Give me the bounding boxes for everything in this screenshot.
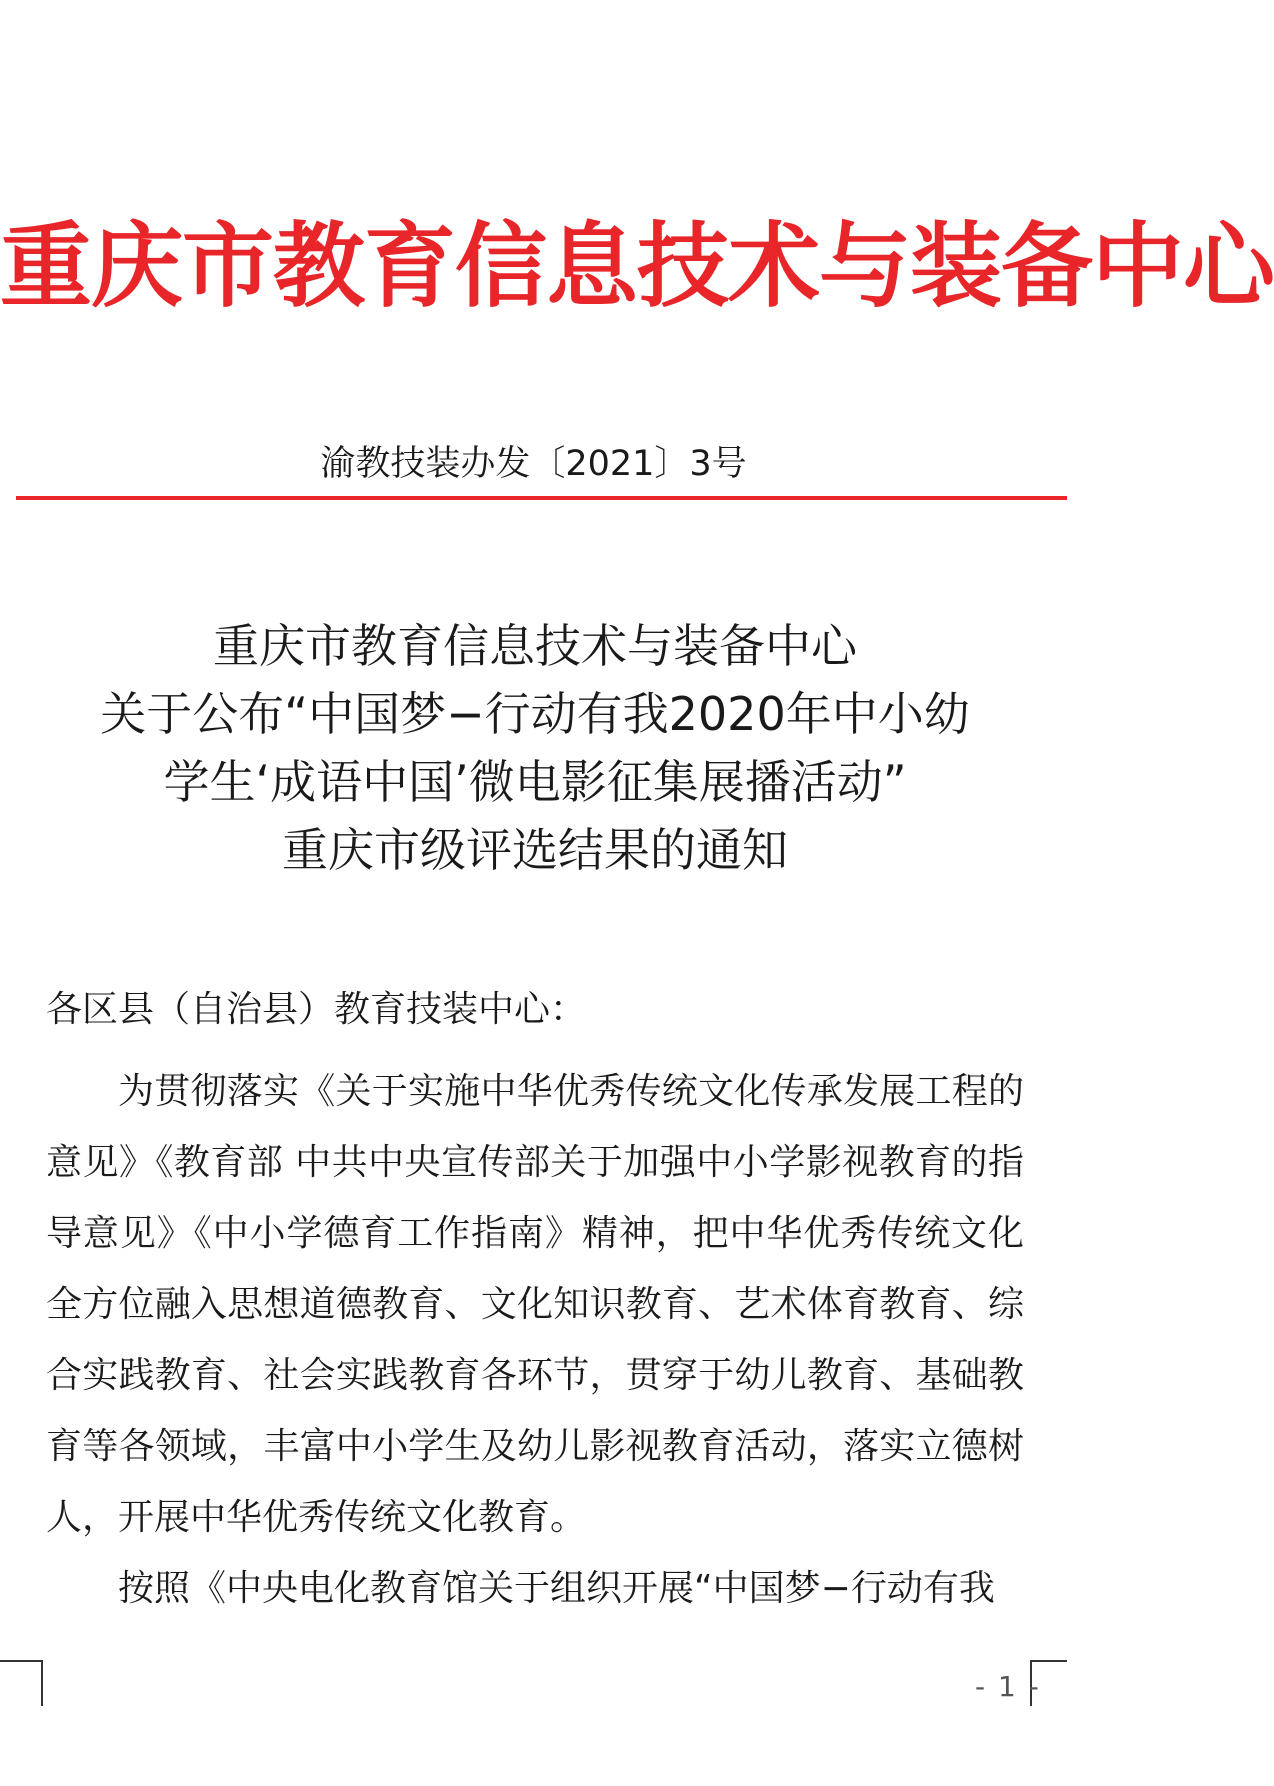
page-number: - 1 -: [975, 1670, 1041, 1703]
title-line-4: 重庆市级评选结果的通知: [282, 823, 788, 877]
document-title: [30, 612, 1040, 884]
salutation: 各区县（自治县）教育技装中心：: [46, 989, 587, 1030]
title-line-2: 关于公布“中国梦−行动有我2020年中小幼: [100, 687, 970, 741]
title-line-1: 重庆市教育信息技术与装备中心: [213, 619, 857, 673]
paragraph-1: 为贯彻落实《关于实施中华优秀传统文化传承发展工程的意见》《教育部 中共中央宣传部关于加强中小学影视教育的指导意见》《中小学德育工作指南》精神，把中华优秀传统文化全方位融入思想道德教育、文化知识教育、艺术体育教育、综合实践教育、社会实践教育各环节，贯穿于幼儿教育、基础教育等各领域，丰富中小学生及幼儿影视教育活动，落实立德树人，开展中华优秀传统文化教育。: [46, 1071, 1024, 1538]
crop-mark-right-horizontal: [1030, 1660, 1067, 1662]
organization-header: 重庆市教育信息技术与装备中心: [0, 213, 1274, 320]
crop-mark-left-horizontal: [0, 1660, 42, 1662]
document-number: 渝教技装办发〔2021〕3号: [320, 444, 747, 484]
red-separator-line: [16, 496, 1067, 500]
crop-mark-left-vertical: [41, 1660, 43, 1706]
title-line-3: 学生‘成语中国’微电影征集展播活动”: [163, 755, 907, 809]
paragraph-2: 按照《中央电化教育馆关于组织开展“中国梦−行动有我: [118, 1568, 995, 1609]
body-text: [46, 1056, 1024, 1624]
